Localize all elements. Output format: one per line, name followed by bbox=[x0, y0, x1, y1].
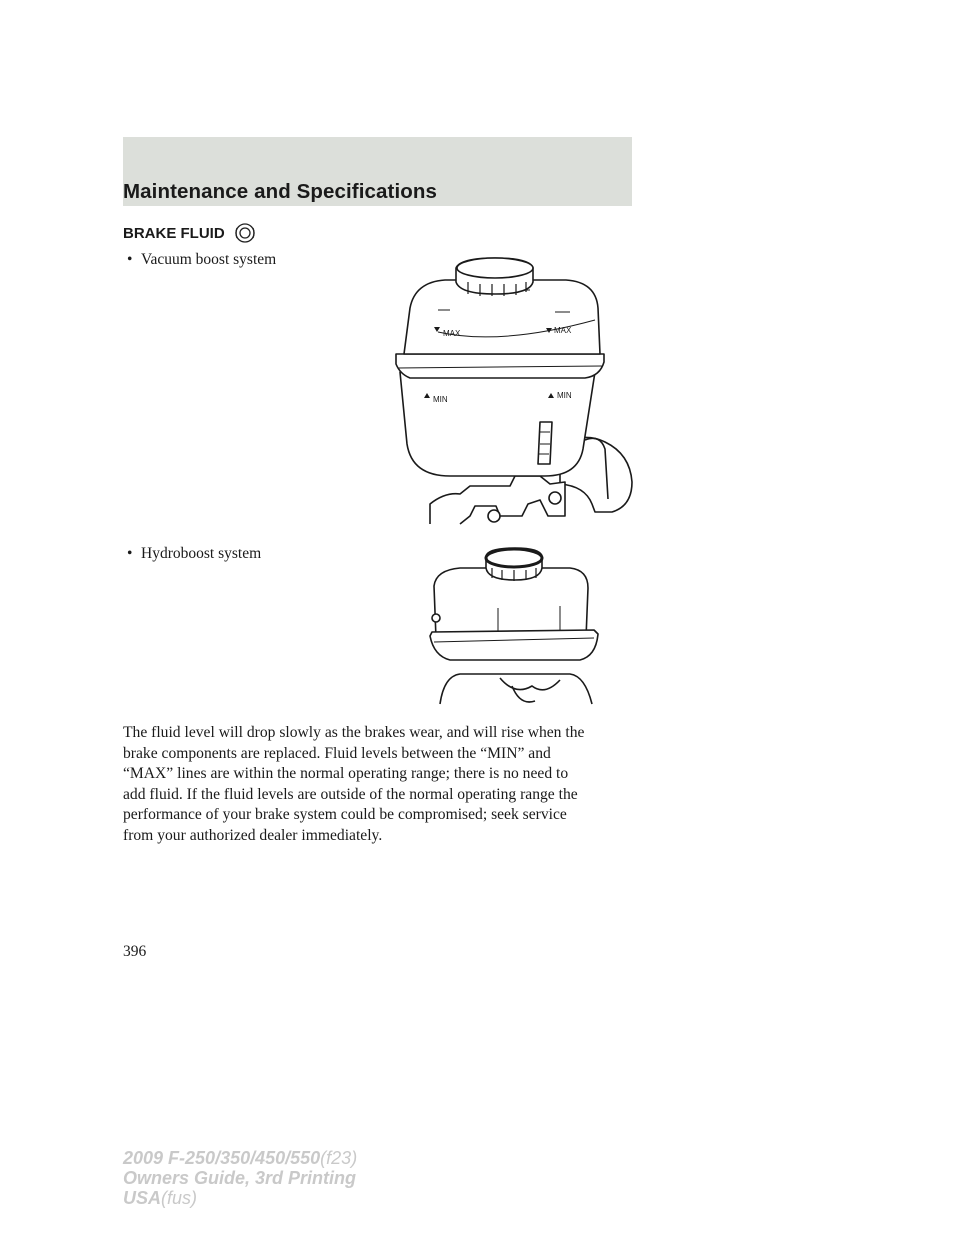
page-number: 396 bbox=[123, 943, 147, 960]
bullet-vacuum-boost bbox=[127, 251, 276, 269]
body-line: performance of your brake system could be compromised; seek service bbox=[123, 806, 567, 824]
body-line: add fluid. If the fluid levels are outside of the normal operating range the bbox=[123, 785, 578, 803]
vacuum-boost-reservoir-illustration bbox=[390, 254, 640, 530]
page-title: Maintenance and Specifications bbox=[123, 180, 437, 203]
hydroboost-reservoir-illustration bbox=[420, 546, 605, 706]
bullet-text: Vacuum boost system bbox=[141, 251, 277, 268]
footer-region: USA bbox=[123, 1188, 162, 1208]
max-label-left: MAX bbox=[443, 329, 461, 338]
footer-model: 2009 F-250/350/450/550 bbox=[123, 1148, 321, 1168]
body-paragraph bbox=[123, 723, 643, 847]
bullet-dot: • bbox=[127, 545, 133, 562]
body-line: The fluid level will drop slowly as the brakes wear, and will rise when the bbox=[123, 724, 585, 741]
body-line: brake components are replaced. Fluid levels between the “MIN” and bbox=[123, 744, 551, 762]
section-heading: BRAKE FLUID bbox=[123, 225, 225, 242]
bullet-dot: • bbox=[127, 251, 133, 268]
min-label-left: MIN bbox=[433, 395, 448, 404]
footer-edition: Owners Guide, 3rd Printing bbox=[123, 1168, 357, 1188]
bullet-hydroboost bbox=[127, 545, 261, 563]
brake-fluid-icon bbox=[234, 222, 256, 244]
footer bbox=[123, 1148, 357, 1208]
bullet-text: Hydroboost system bbox=[141, 545, 262, 562]
body-line: “MAX” lines are within the normal operating range; there is no need to bbox=[123, 765, 569, 783]
min-label-right: MIN bbox=[557, 391, 572, 400]
footer-model-code: (f23) bbox=[320, 1148, 358, 1168]
footer-region-code: (fus) bbox=[161, 1188, 198, 1208]
body-line: from your authorized dealer immediately. bbox=[123, 826, 383, 844]
max-label-right: MAX bbox=[554, 326, 572, 335]
